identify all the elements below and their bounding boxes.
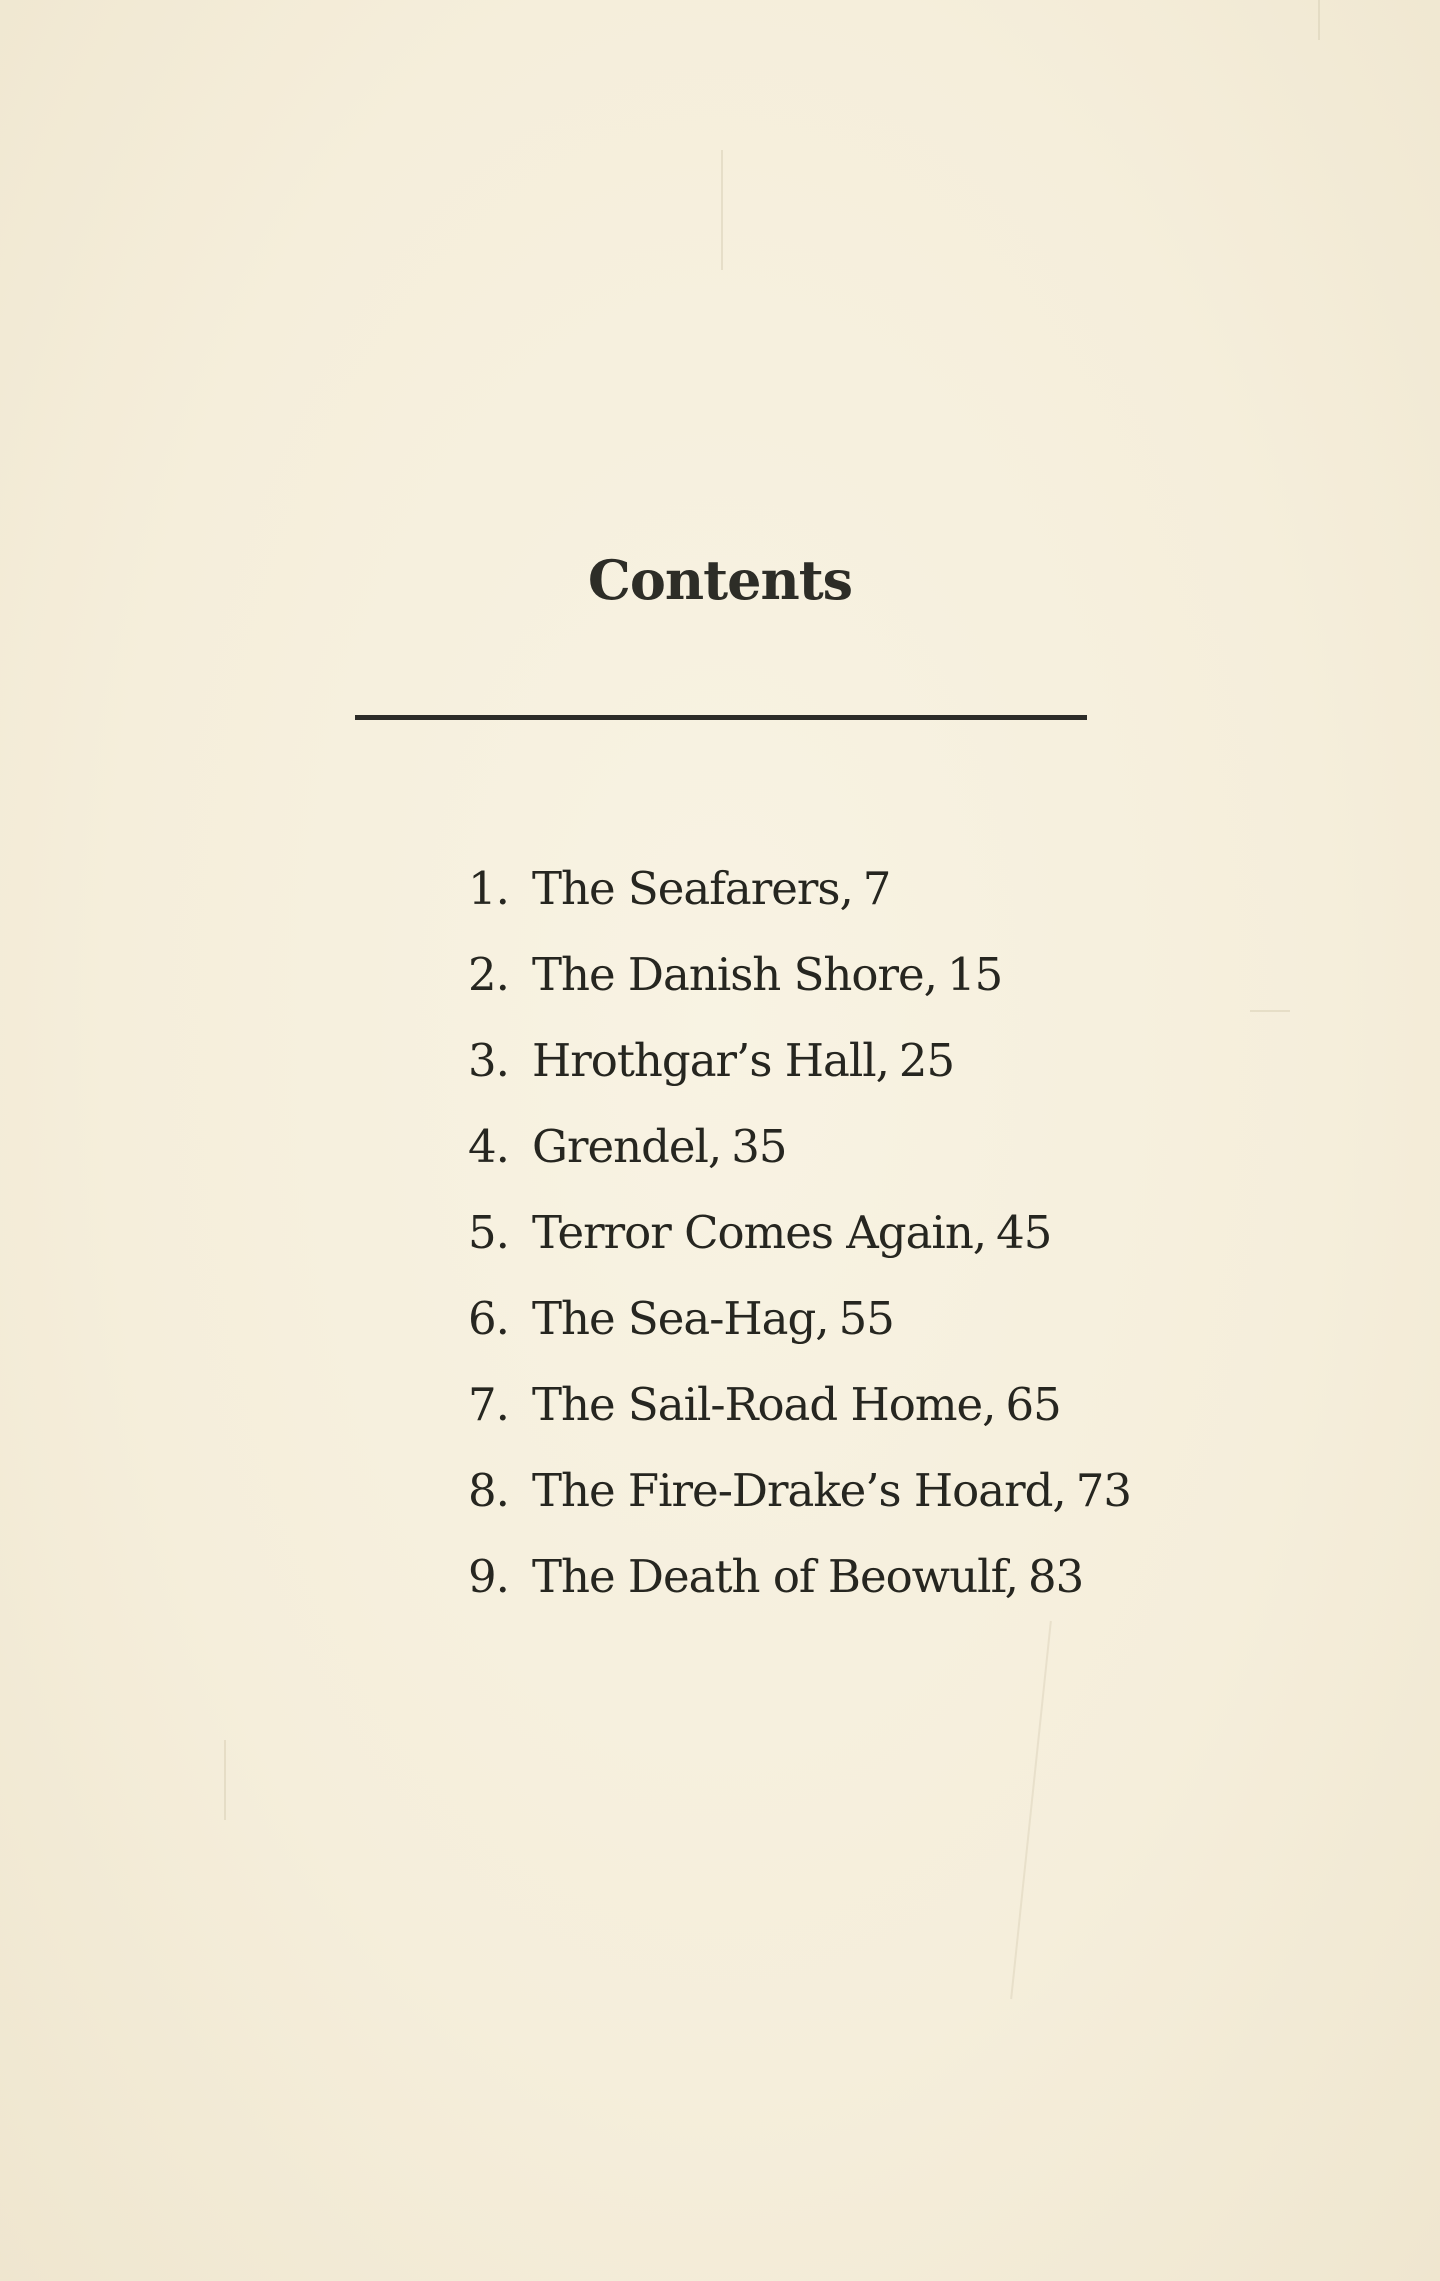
paper-mark: [224, 1740, 226, 1820]
chapter-title: The Sail-Road Home,: [532, 1378, 996, 1431]
chapter-number: 2.: [468, 948, 509, 1001]
paper-mark: [1318, 0, 1320, 40]
chapter-title: Grendel,: [532, 1120, 722, 1173]
chapter-page: 7: [862, 862, 891, 915]
paper-mark: [1250, 1010, 1290, 1012]
chapter-page: 55: [838, 1292, 894, 1345]
toc-entry: [468, 1362, 1131, 1448]
toc-entry: [468, 1190, 1131, 1276]
chapter-page: 45: [996, 1206, 1052, 1259]
chapter-page: 83: [1027, 1550, 1084, 1603]
toc-entry: [468, 1018, 1131, 1104]
chapter-title: The Death of Beowulf,: [532, 1550, 1018, 1603]
chapter-number: 5.: [468, 1206, 509, 1259]
paper-mark: [721, 150, 723, 270]
chapter-page: 65: [1005, 1378, 1061, 1431]
chapter-title: Hrothgar’s Hall,: [532, 1034, 889, 1087]
chapter-page: 25: [898, 1034, 955, 1087]
chapter-page: 35: [731, 1120, 787, 1173]
chapter-number: 3.: [468, 1034, 509, 1087]
toc-entry: [468, 1534, 1131, 1620]
toc-entry: [468, 1276, 1131, 1362]
chapter-page: 15: [946, 948, 1003, 1001]
title-divider: [355, 715, 1087, 720]
chapter-number: 9.: [468, 1550, 509, 1603]
page-title: Contents: [587, 548, 853, 612]
paper-crease: [1010, 1621, 1052, 1999]
chapter-title: Terror Comes Again,: [532, 1206, 987, 1259]
chapter-title: The Sea-Hag,: [532, 1292, 829, 1345]
toc-entry: [468, 1448, 1131, 1534]
chapter-title: The Seafarers,: [532, 862, 853, 915]
chapter-number: 6.: [468, 1292, 509, 1345]
chapter-title: The Fire-Drake’s Hoard,: [532, 1464, 1066, 1517]
chapter-title: The Danish Shore,: [532, 948, 937, 1001]
toc-entry: [468, 932, 1131, 1018]
chapter-number: 1.: [468, 862, 509, 915]
table-of-contents: [468, 846, 1131, 1620]
chapter-page: 73: [1075, 1464, 1131, 1517]
chapter-number: 7.: [468, 1378, 509, 1431]
toc-entry: [468, 846, 1131, 932]
toc-entry: [468, 1104, 1131, 1190]
chapter-number: 4.: [468, 1120, 509, 1173]
chapter-number: 8.: [468, 1464, 509, 1517]
